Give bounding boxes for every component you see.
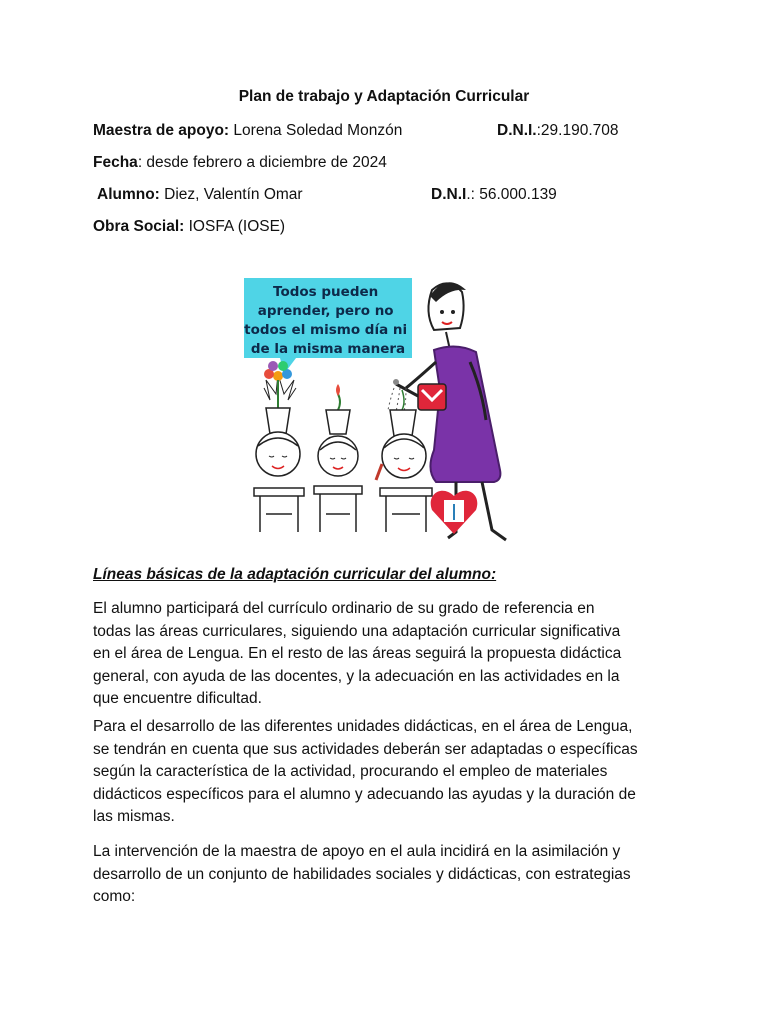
dni-maestra-row [497,121,619,141]
obra-social-row [93,217,285,237]
section-heading: Líneas básicas de la adaptación curricular del alumno: [93,566,497,583]
paragraph-line: desarrollo de un conjunto de habilidades sociales y didácticas, con estrategias [93,865,631,883]
paragraph-line: Para el desarrollo de las diferentes unidades didácticas, en el área de Lengua, [93,718,633,735]
maestra-label: Maestra de apoyo: [93,122,230,139]
paragraph-line: según la característica de la actividad, procurando el empleo de materiales [93,763,608,780]
paragraph-line: que encuentre dificultad. [93,690,262,707]
fecha-row [93,153,387,173]
dni-maestra-label: D.N.I. [497,122,537,139]
paragraph-1 [93,598,693,711]
child-2-figure [314,384,362,532]
paragraph-3 [93,841,693,909]
document-title: Plan de trabajo y Adaptación Curricular [238,88,530,105]
fecha-value: : desde febrero a diciembre de 2024 [137,154,387,171]
paragraph-line: como: [93,888,136,905]
alumno-row [97,185,303,205]
obra-social-value: IOSFA (IOSE) [184,218,286,235]
paragraph-line: en el área de Lengua. En el resto de las áreas seguirá la propuesta didáctica [93,645,622,662]
paragraph-line: las mismas. [93,808,175,825]
child-1-figure [254,361,304,532]
paragraph-line: general, con ayuda de las docentes, y la adecuación en las actividades en la [93,667,620,685]
speech-line-3: todos el mismo día ni [244,322,408,338]
dni-alumno-row [431,185,557,205]
paragraph-line: todas las áreas curriculares, siguiendo una adaptación curricular significativa [93,622,621,640]
alumno-label: Alumno: [97,186,160,203]
alumno-value: Diez, Valentín Omar [159,186,303,203]
child-3-figure [376,390,432,532]
dni-maestra-value: :29.190.708 [536,122,619,139]
teacher-watering-children-illustration [236,270,532,552]
speech-line-2: aprender, pero no [257,303,394,319]
obra-social-label: Obra Social: [93,218,185,235]
maestra-row [93,121,402,141]
paragraph-line: se tendrán en cuenta que sus actividades deberán ser adaptadas o específicas [93,740,638,758]
speech-line-1: Todos pueden [273,284,379,300]
paragraph-2 [93,716,693,829]
speech-line-4: de la misma manera [250,341,406,357]
fecha-label: Fecha [93,154,138,171]
paragraph-line: El alumno participará del currículo ordinario de su grado de referencia en [93,600,595,617]
dni-alumno-label: D.N.I [431,186,467,203]
paragraph-line: La intervención de la maestra de apoyo en el aula incidirá en la asimilación y [93,843,621,860]
maestra-value: Lorena Soledad Monzón [229,122,403,139]
paragraph-line: didácticos específicos para el alumno y adecuando las ayudas y la duración de [93,785,636,803]
heart-logo [431,491,478,534]
dni-alumno-value: .: 56.000.139 [466,186,557,203]
